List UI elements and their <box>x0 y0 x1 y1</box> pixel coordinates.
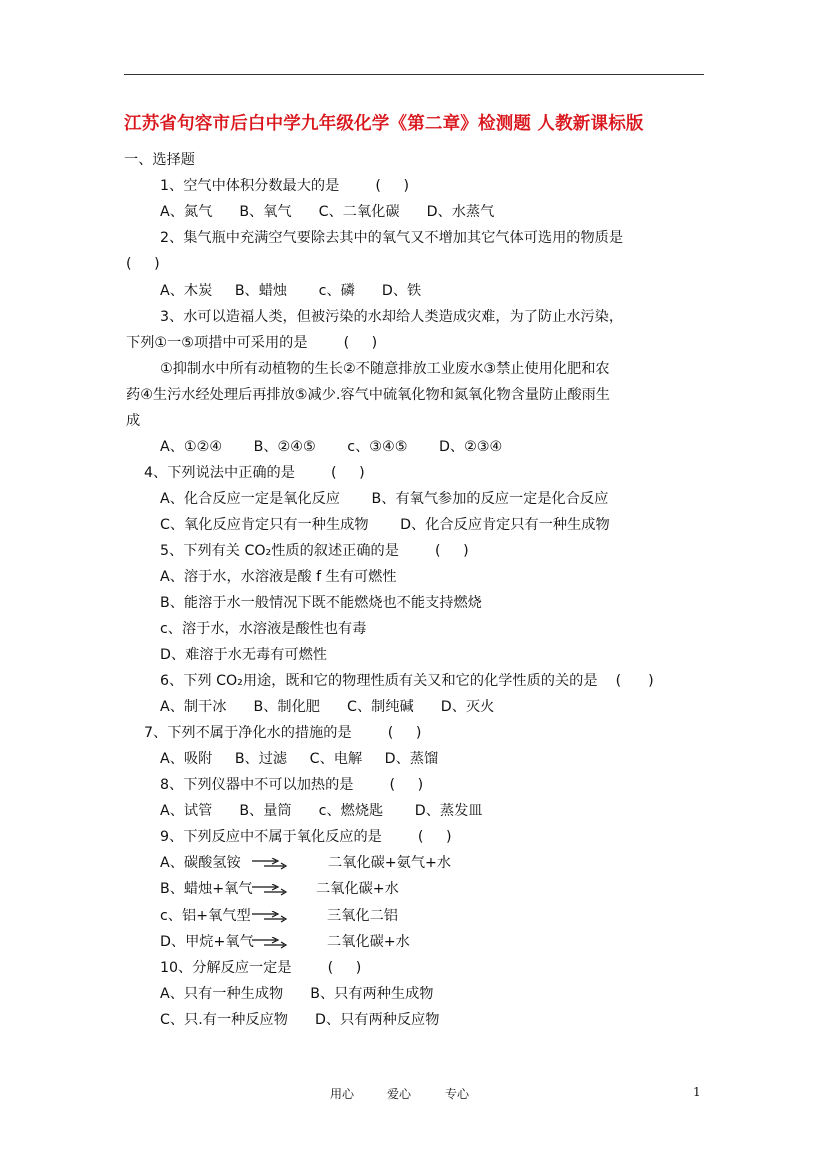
reaction-arrow-icon <box>250 858 290 870</box>
text-segment: B、蜡烛+氧气 <box>160 881 253 897</box>
text-segment: 8、下列仪器中不可以加热的是 ( ) <box>160 777 424 793</box>
text-segment: A、木炭 B、蜡烛 c、磷 D、铁 <box>160 283 422 299</box>
text-segment: 二氧化碳+水 <box>316 881 399 897</box>
text-segment: 5、下列有关 CO₂性质的叙述正确的是 ( ) <box>160 543 469 559</box>
text-segment: D、难溶于水无毒有可燃性 <box>160 647 327 663</box>
text-segment: 10、分解反应一定是 ( ) <box>160 960 362 976</box>
text-segment: 1、空气中体积分数最大的是 ( ) <box>160 178 409 194</box>
text-segment: 药④生污水经处理后再排放⑤减少.容气中硫氧化物和氮氧化物含量防止酸雨生 <box>126 387 610 403</box>
reaction-arrow-icon <box>250 884 290 896</box>
text-segment: c、铝+氧气型 <box>160 908 251 924</box>
text-segment: A、化合反应一定是氧化反应 B、有氧气参加的反应一定是化合反应 <box>160 491 609 507</box>
text-segment: ( ) <box>126 256 160 272</box>
header-rule <box>124 74 704 75</box>
text-segment: A、吸附 B、过滤 C、电解 D、蒸馏 <box>160 751 439 767</box>
text-segment: 二氧化碳+氨气+水 <box>328 855 452 871</box>
footer-item: 爱心 <box>387 1087 412 1101</box>
text-segment: A、试管 B、量筒 c、燃烧匙 D、蒸发皿 <box>160 803 483 819</box>
text-segment: c、溶于水，水溶液是酸性也有毒 <box>160 621 367 637</box>
text-segment: A、碳酸氢铵 <box>160 855 241 871</box>
text-segment: C、只.有一种反应物 D、只有两种反应物 <box>160 1012 440 1028</box>
text-segment: B、能溶于水一般情况下既不能燃烧也不能支持燃烧 <box>160 595 482 611</box>
text-segment: 9、下列反应中不属于氧化反应的是 ( ) <box>160 829 452 845</box>
page-number: 1 <box>693 1085 701 1099</box>
text-segment: 成 <box>126 413 141 429</box>
text-segment: 4、下列说法中正确的是 ( ) <box>144 465 365 481</box>
text-segment: D、甲烷+氧气 <box>160 934 254 950</box>
section-heading: 一、选择题 <box>124 152 195 168</box>
text-segment: A、制干冰 B、制化肥 C、制纯碱 D、灭火 <box>160 699 495 715</box>
text-segment: A、①②④ B、②④⑤ c、③④⑤ D、②③④ <box>160 439 503 455</box>
text-segment: 7、下列不属于净化水的措施的是 ( ) <box>144 725 422 741</box>
document-title: 江苏省句容市后白中学九年级化学《第二章》检测题 人教新课标版 <box>124 114 644 134</box>
text-segment: A、溶于水，水溶液是酸 f 生有可燃性 <box>160 569 397 585</box>
text-segment: 6、下列 CO₂用途，既和它的物理性质有关又和它的化学性质的关的是 ( ) <box>160 673 654 689</box>
text-segment: 二氧化碳+水 <box>327 934 410 950</box>
reaction-arrow-icon <box>250 937 290 949</box>
footer-item: 用心 <box>330 1087 355 1101</box>
text-segment: 三氧化二铝 <box>327 908 398 924</box>
text-segment: C、氧化反应肯定只有一种生成物 D、化合反应肯定只有一种生成物 <box>160 517 610 533</box>
text-segment: 下列①一⑤项措中可采用的是 ( ) <box>126 335 378 351</box>
text-segment: A、只有一种生成物 B、只有两种生成物 <box>160 986 434 1002</box>
reaction-arrow-icon <box>250 911 290 923</box>
footer-item: 专心 <box>445 1087 470 1101</box>
text-segment: 3、水可以造福人类，但被污染的水却给人类造成灾难，为了防止水污染， <box>160 309 624 325</box>
text-segment: A、氮气 B、氧气 C、二氧化碳 D、水蒸气 <box>160 204 495 220</box>
text-segment: ①抑制水中所有动植物的生长②不随意排放工业废水③禁止使用化肥和农 <box>160 361 610 377</box>
text-segment: 2、集气瓶中充满空气要除去其中的氧气又不增加其它气体可选用的物质是 <box>160 230 624 246</box>
